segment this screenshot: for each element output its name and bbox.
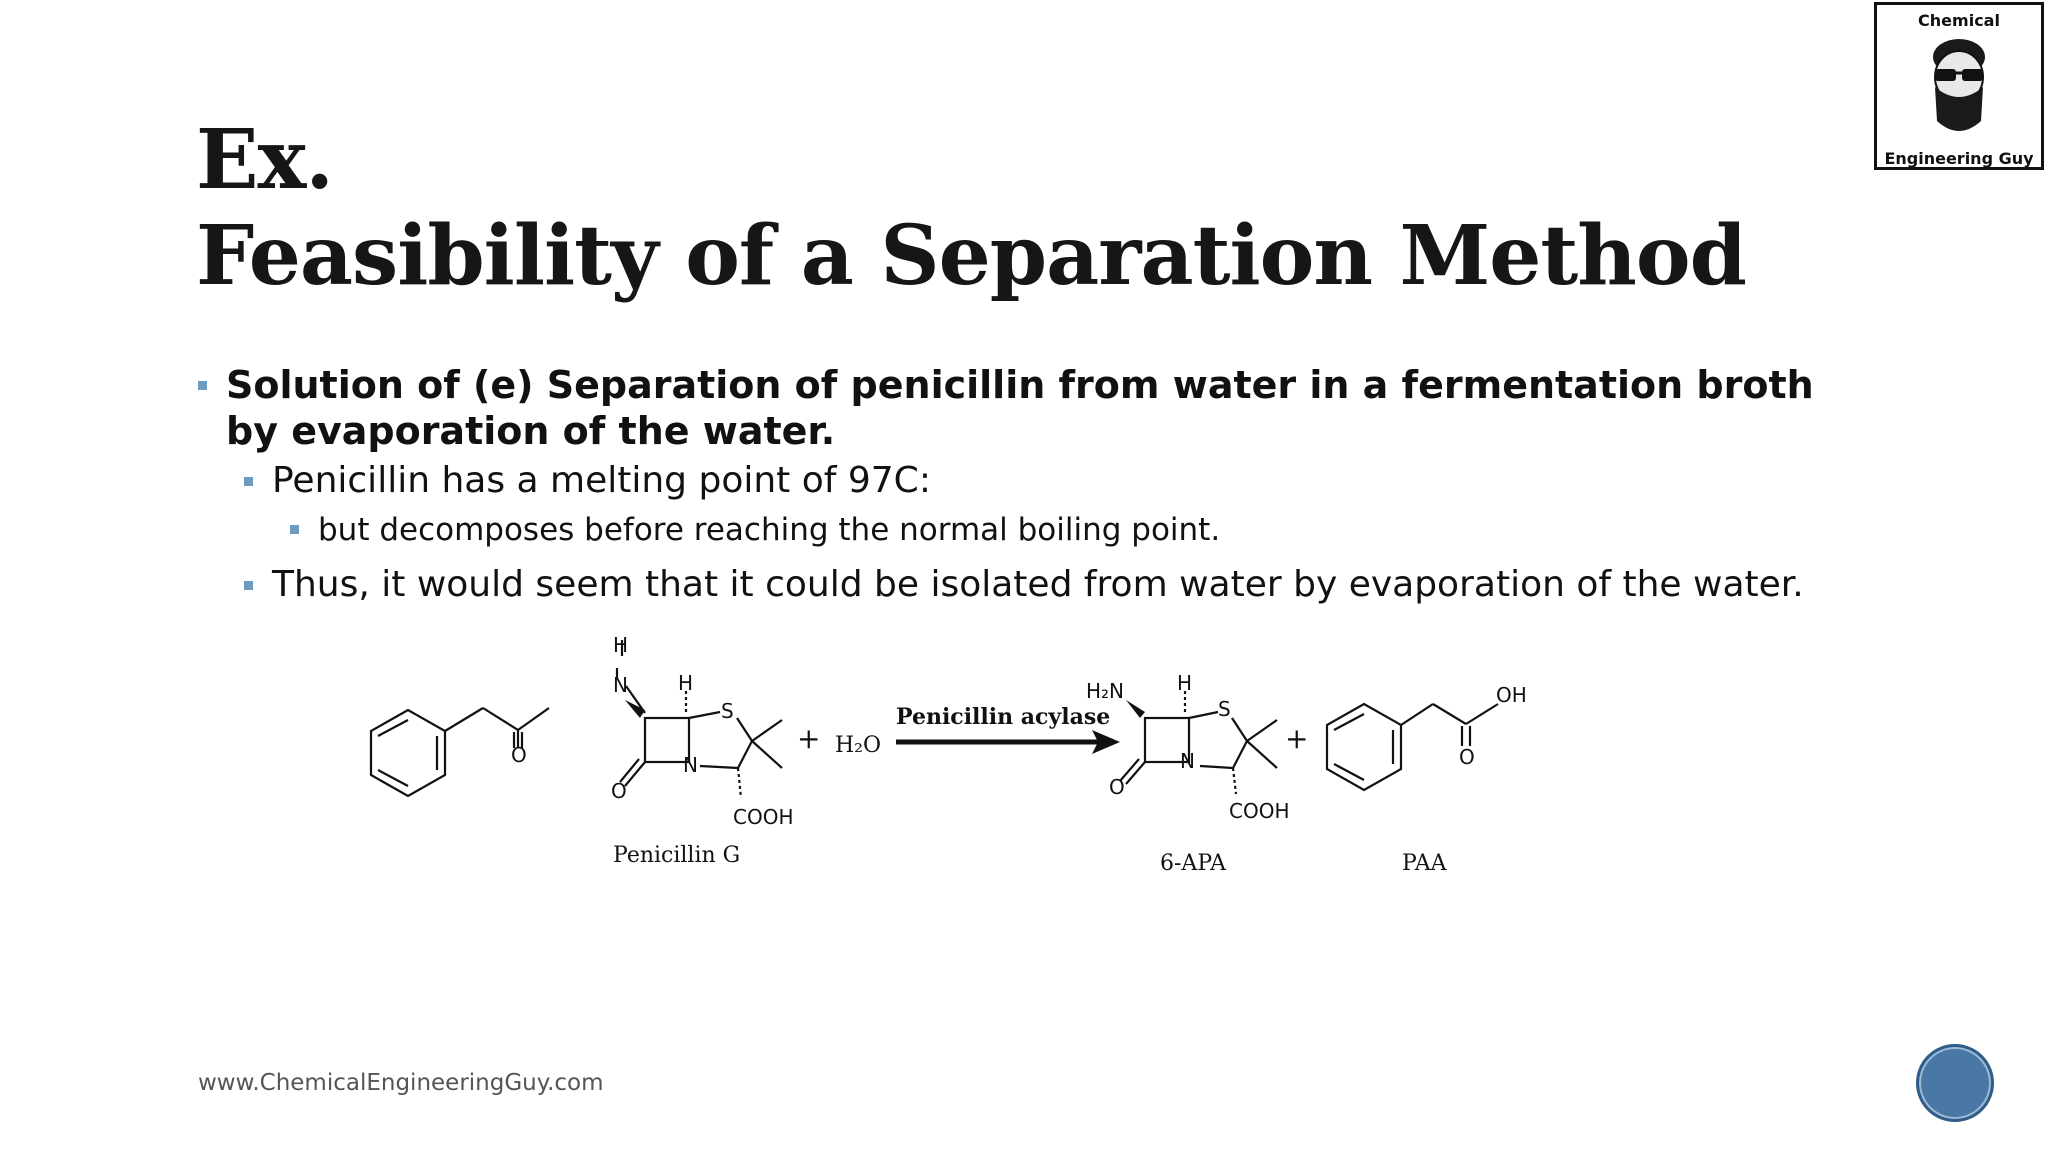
- 6-apa-structure: [1120, 688, 1277, 794]
- title-line-2: Feasibility of a Separation Method: [196, 208, 1746, 304]
- title-line-1: Ex.: [196, 112, 333, 208]
- bearded-man-icon: [1921, 29, 1997, 147]
- bullet-subsub-decomposes: [288, 508, 1836, 552]
- atom-o-label: O: [511, 743, 527, 767]
- reaction-diagram: [300, 628, 1580, 928]
- atom-h2n-label: H₂N: [1086, 679, 1125, 703]
- penicillin-g-label: Penicillin G: [613, 843, 741, 868]
- wedge-bond-icon: [1126, 700, 1145, 718]
- logo-bottom-text: Engineering Guy: [1884, 149, 2034, 168]
- atom-oh-label: OH: [1496, 683, 1527, 707]
- bullet-square-icon: [290, 525, 299, 534]
- atom-s-label: S: [721, 699, 734, 723]
- plus-sign: +: [1285, 722, 1309, 755]
- wedge-bond-icon: [625, 700, 645, 718]
- atom-n-label: N: [1180, 749, 1195, 773]
- atom-h-label: H: [678, 671, 694, 695]
- arrow-label: Penicillin acylase: [896, 704, 1111, 730]
- atom-h-label: H: [1177, 671, 1193, 695]
- bullet-main: [196, 362, 1836, 454]
- bullet-square-icon: [244, 581, 253, 590]
- atom-cooh-label: COOH: [1229, 799, 1290, 823]
- atom-n-label: N: [613, 673, 628, 697]
- footer-website: www.ChemicalEngineeringGuy.com: [198, 1070, 604, 1096]
- penicillin-g-atoms: [511, 633, 794, 829]
- slide-nav-button[interactable]: [1916, 1044, 1994, 1122]
- bullet-sub-thus: [242, 562, 1836, 608]
- paa-label: PAA: [1402, 851, 1447, 876]
- water-label: H₂O: [835, 733, 882, 758]
- atom-o-label: O: [1459, 745, 1475, 769]
- 6-apa-label: 6-APA: [1160, 851, 1226, 876]
- atom-o-label: O: [611, 779, 627, 803]
- logo: [1874, 2, 2044, 170]
- atom-n-label: N: [683, 753, 698, 777]
- atom-o-label: O: [1109, 775, 1125, 799]
- bullet-main-text: Solution of (e) Separation of penicillin from water in a fermentation broth by evaporation of the water.: [226, 363, 1814, 453]
- bullet-sub-melting-text: Penicillin has a melting point of 97C:: [272, 460, 931, 501]
- bullet-square-icon: [198, 381, 207, 390]
- bullet-sub-melting: [242, 458, 1836, 504]
- logo-top-text: Chemical: [1918, 11, 2000, 30]
- bullet-subsub-text: but decomposes before reaching the normal boiling point.: [318, 512, 1221, 548]
- reaction-scheme: [300, 628, 1580, 928]
- bullet-square-icon: [244, 477, 253, 486]
- 6-apa-atoms: [1086, 671, 1290, 823]
- bullet-list: [196, 362, 1836, 608]
- atom-cooh-label: COOH: [733, 805, 794, 829]
- plus-sign: +: [797, 722, 821, 755]
- bullet-sub-thus-text: Thus, it would seem that it could be isolated from water by evaporation of the water.: [272, 564, 1804, 605]
- slide-title: [196, 112, 1746, 304]
- atom-h-label: H: [613, 633, 629, 657]
- atom-s-label: S: [1218, 697, 1231, 721]
